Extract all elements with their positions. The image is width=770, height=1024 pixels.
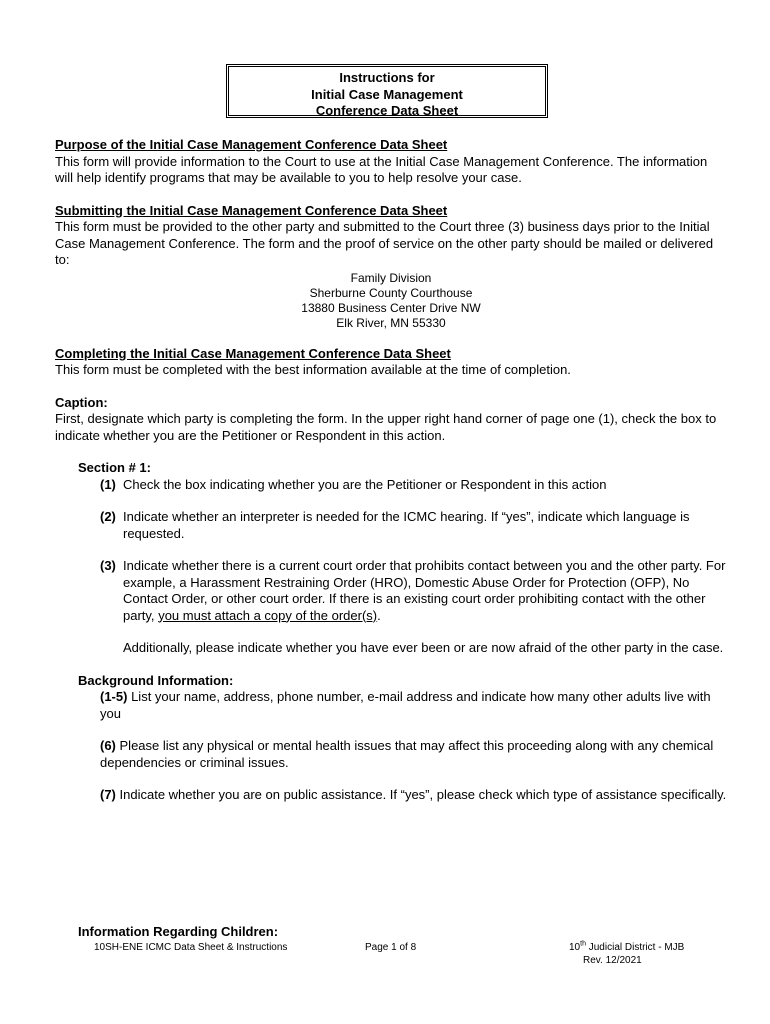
purpose-heading: Purpose of the Initial Case Management Conference Data Sheet [55, 137, 448, 152]
item-number: (2) [100, 509, 116, 524]
item-text: Indicate whether there is a current court order that prohibits contact between you and the other party. For example, a Harassment Restraining Order (HRO), Domestic Abuse Order for Protection (OFP), No Contact Order, or other court order. If there is an existing court order prohibiting contact with the other party, [123, 558, 726, 623]
caption-heading: Caption: [55, 394, 108, 410]
footer-page-number: Page 1 of 8 [365, 942, 417, 953]
submitting-text: This form must be provided to the other party and submitted to the Court three (3) business days prior to the Initial Case Management Conference. The form and the proof of service on the other party should be mailed or delivered to: [55, 219, 714, 267]
address-line-4: Elk River, MN 55330 [336, 315, 446, 330]
background-item [100, 689, 727, 722]
document-body [55, 137, 727, 804]
section1-additional [100, 640, 727, 657]
footer-revision: Rev. 12/2021 [583, 955, 642, 966]
attach-order-notice: you must attach a copy of the order(s) [158, 607, 378, 623]
background-heading: Background Information: [78, 672, 234, 688]
address-line-2: Sherburne County Courthouse [309, 285, 473, 300]
section1-item [100, 477, 727, 494]
completing-heading: Completing the Initial Case Management Conference Data Sheet [55, 345, 451, 361]
purpose-text: This form will provide information to the Court to use at the Initial Case Management Conference. The information will help identify programs that may be available to you to help resolve your case. [55, 153, 708, 185]
item-text: Please list any physical or mental health issues that may affect this proceeding along with any chemical dependencies or criminal issues. [100, 738, 714, 770]
district-name: Judicial District - MJB [585, 942, 685, 953]
background-item [100, 787, 727, 804]
item-text: List your name, address, phone number, e-mail address and indicate how many other adults live with you [100, 689, 711, 721]
document-title [226, 64, 548, 118]
title-line-2: Initial Case Management [311, 86, 463, 102]
footer-left: 10SH-ENE ICMC Data Sheet & Instructions [94, 942, 288, 953]
background-item [100, 738, 727, 771]
mailing-address [55, 271, 727, 331]
title-line-1: Instructions for [339, 70, 435, 85]
district-number: 10 [569, 942, 581, 953]
address-line-3: 13880 Business Center Drive NW [301, 300, 481, 315]
submitting-heading: Submitting the Initial Case Management Conference Data Sheet [55, 202, 448, 218]
item-number: (1-5) [100, 689, 128, 704]
item-number: (6) [100, 738, 116, 753]
section1-item [100, 509, 727, 542]
caption-text: First, designate which party is completing the form. In the upper right hand corner of page one (1), check the box to indicate whether you are the Petitioner or Respondent in this action. [55, 411, 717, 443]
additional-text: Additionally, please indicate whether you have ever been or are now afraid of the other party in the case. [123, 640, 724, 655]
item-number: (1) [100, 476, 116, 492]
footer-right [569, 941, 684, 967]
item-text-end: . [377, 607, 381, 623]
completing-text: This form must be completed with the best information available at the time of completion. [55, 362, 571, 377]
address-line-1: Family Division [350, 270, 432, 285]
section1-item [100, 558, 727, 624]
section1-heading: Section # 1: [78, 460, 151, 475]
district-suffix: th [580, 940, 586, 948]
item-text: Indicate whether you are on public assistance. If “yes”, please check which type of assistance specifically. [119, 787, 727, 802]
item-text: Check the box indicating whether you are the Petitioner or Respondent in this action [123, 476, 607, 492]
children-heading: Information Regarding Children: [78, 924, 279, 939]
title-line-3: Conference Data Sheet [315, 103, 459, 118]
item-number: (7) [100, 787, 116, 802]
item-text: Indicate whether an interpreter is needed for the ICMC hearing. If “yes”, indicate which language is requested. [123, 509, 690, 541]
item-number: (3) [100, 558, 116, 573]
